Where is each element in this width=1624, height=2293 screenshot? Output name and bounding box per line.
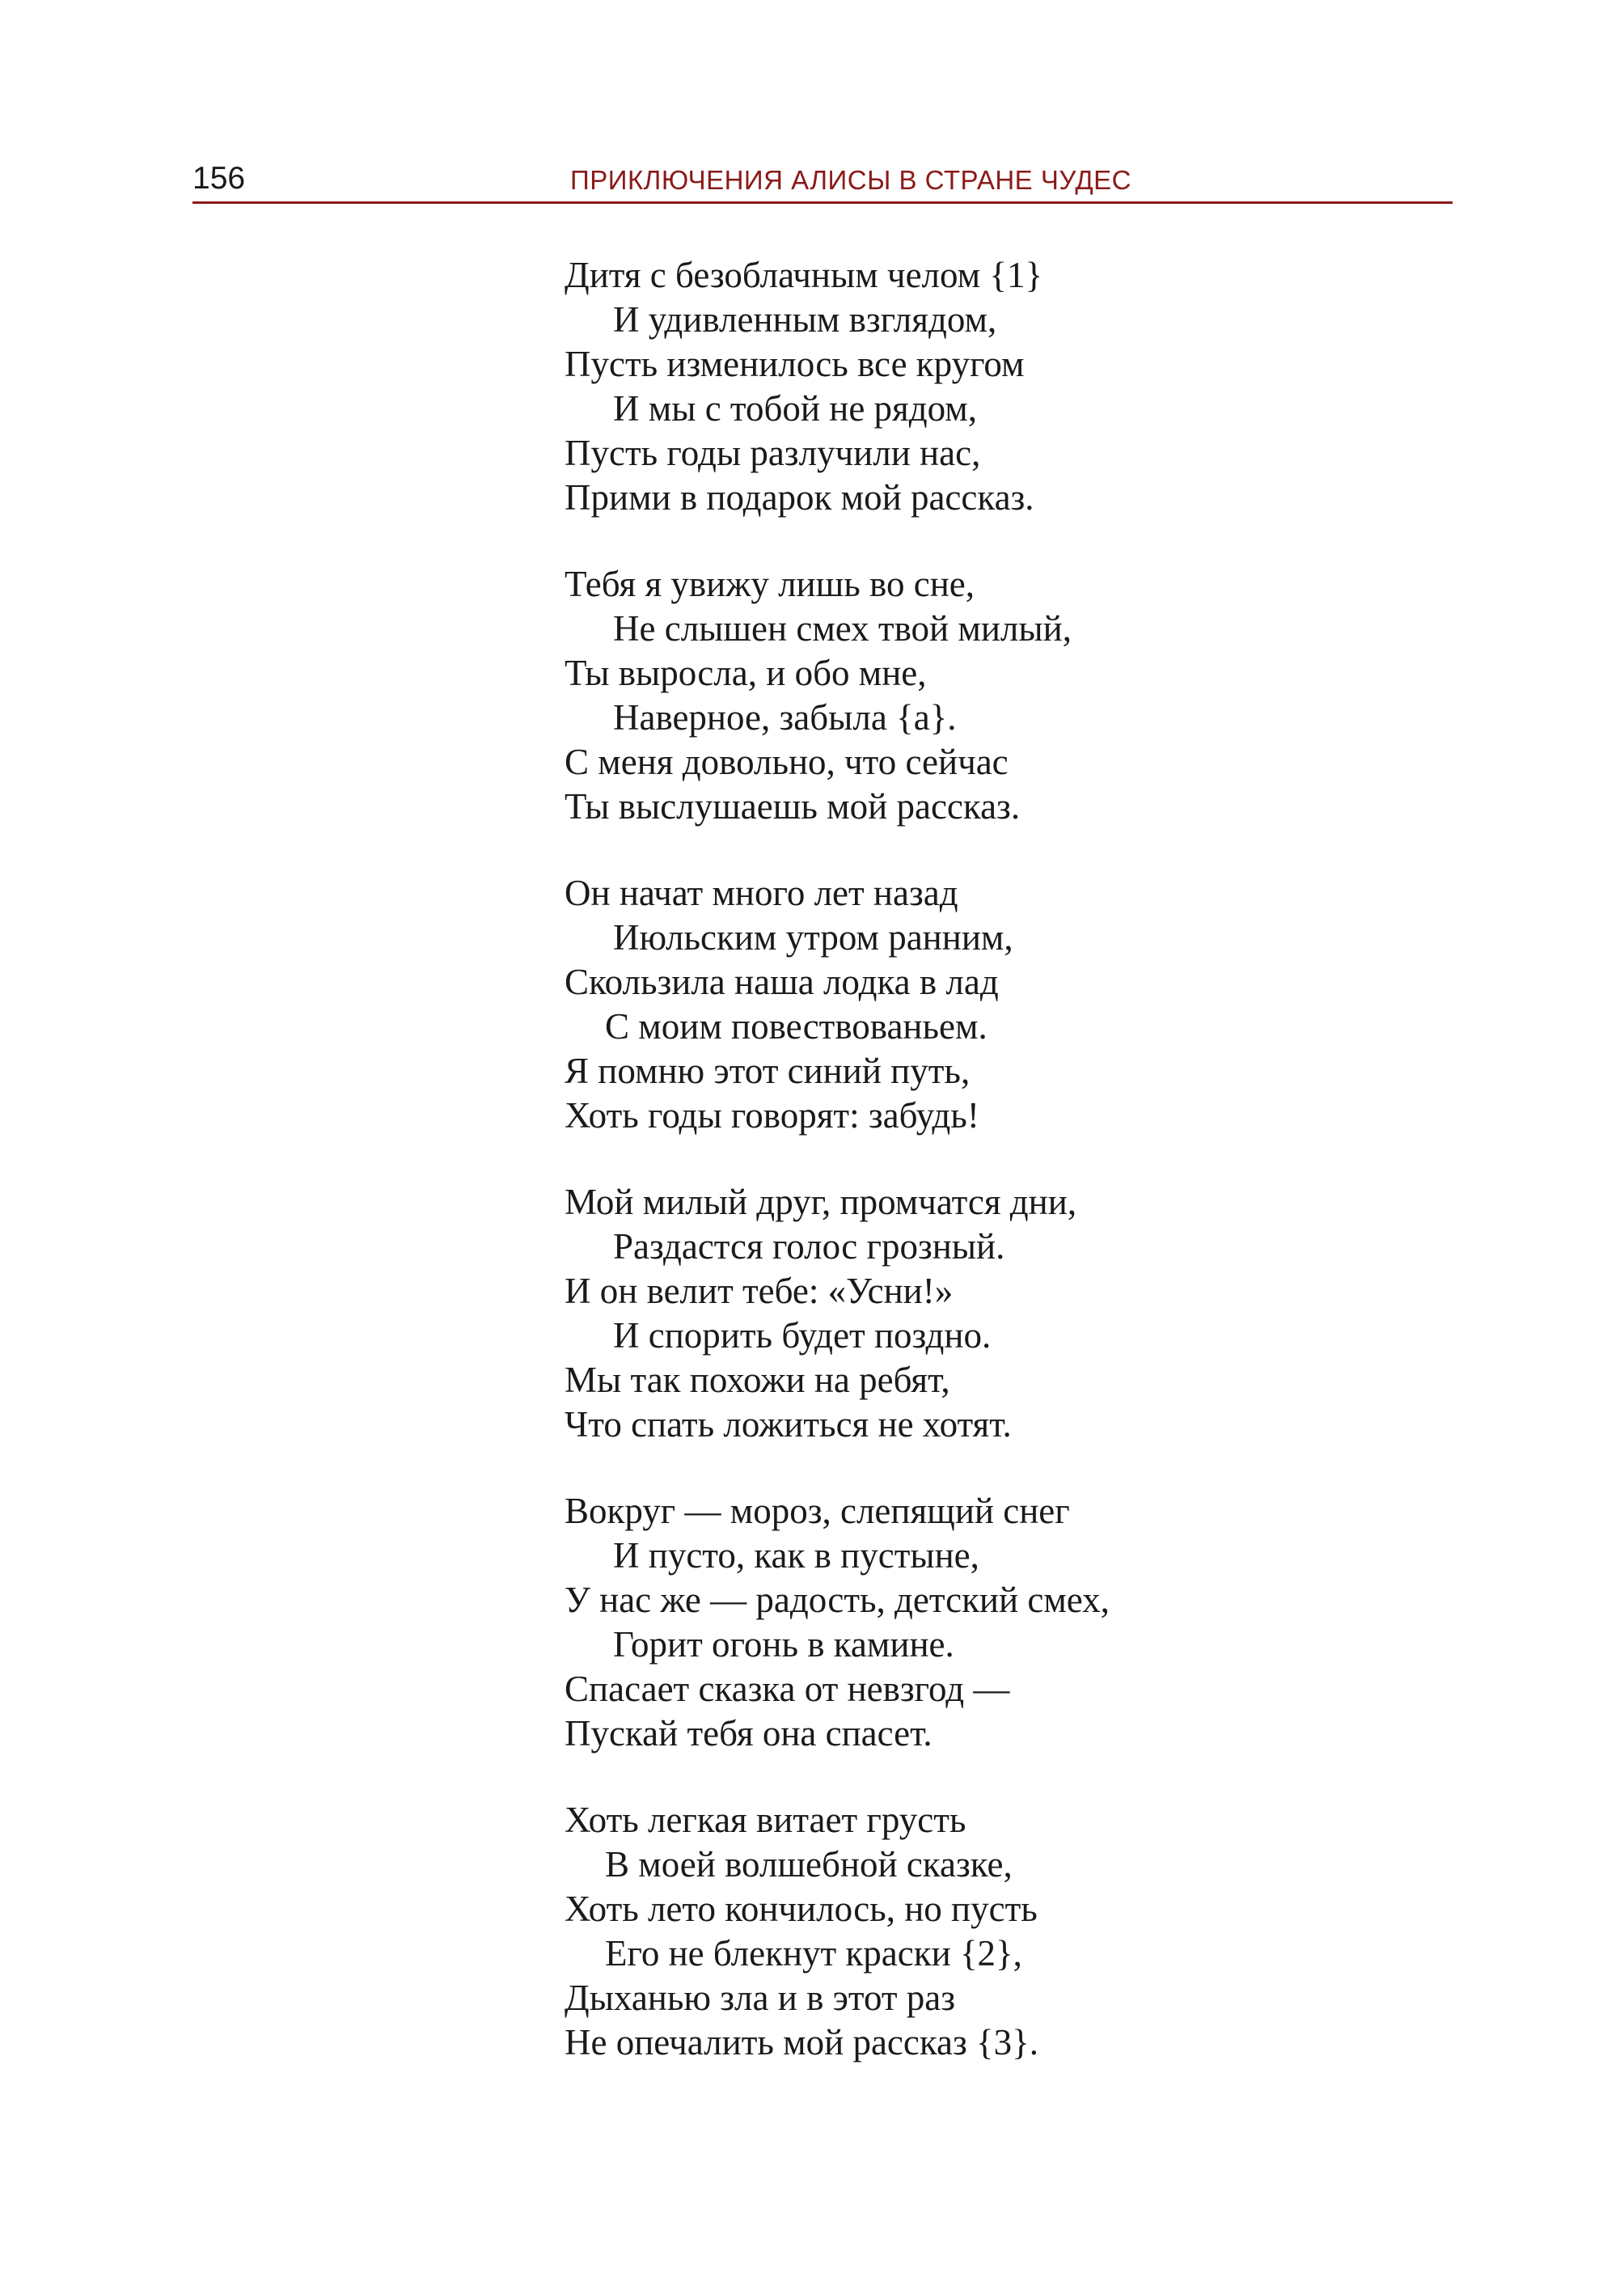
poem-line: Наверное, забыла {а}. — [613, 697, 957, 738]
page-number: 156 — [192, 161, 246, 196]
poem-line: С меня довольно, что сейчас — [565, 742, 1009, 782]
poem-line: Мой милый друг, промчатся дни, — [565, 1182, 1077, 1222]
poem-line: И пусто, как в пустыне, — [613, 1535, 979, 1576]
poem-line: И удивленным взглядом, — [613, 299, 997, 340]
poem-line: Мы так похожи на ребят, — [565, 1360, 950, 1400]
poem-line: И он велит тебе: «Усни!» — [565, 1271, 954, 1311]
stanza-3 — [565, 871, 1292, 1180]
poem-line: В моей волшебной сказке, — [605, 1844, 1013, 1885]
poem-line: Хоть лето кончилось, но пусть — [565, 1889, 1038, 1929]
poem-line: Пускай тебя она спасет. — [565, 1713, 933, 1754]
stanza-1 — [565, 253, 1292, 562]
poem-line: Вокруг — мороз, слепящий снег — [565, 1491, 1070, 1531]
stanza-2 — [565, 562, 1292, 871]
poem-line: Я помню этот синий путь, — [565, 1051, 971, 1091]
poem-line: Июльским утром ранним, — [613, 917, 1013, 958]
poem-line: Его не блекнут краски {2}, — [605, 1933, 1022, 1974]
stanza-4 — [565, 1180, 1292, 1489]
poem-line: Хоть легкая витает грусть — [565, 1800, 966, 1840]
poem-line: Ты выросла, и обо мне, — [565, 653, 927, 693]
poem-line: Пусть годы разлучили нас, — [565, 433, 981, 473]
poem-line: Прими в подарок мой рассказ. — [565, 477, 1034, 518]
poem-line: Хоть годы говорят: забудь! — [565, 1095, 979, 1136]
stanza-6 — [565, 1798, 1292, 2065]
poem-line: Спасает сказка от невзгод — — [565, 1669, 1010, 1709]
poem-line: Не опечалить мой рассказ {3}. — [565, 2022, 1038, 2062]
poem — [565, 253, 1292, 2065]
poem-line: Раздастся голос грозный. — [613, 1226, 1005, 1267]
poem-line: Дыханью зла и в этот раз — [565, 1978, 956, 2018]
poem-line: Пусть изменилось все кругом — [565, 344, 1025, 384]
poem-line: Ты выслушаешь мой рассказ. — [565, 786, 1021, 827]
poem-line: Он начат много лет назад — [565, 873, 958, 913]
poem-line: И спорить будет поздно. — [613, 1315, 992, 1356]
poem-line: Дитя с безоблачным челом {1} — [565, 255, 1043, 295]
running-title: ПРИКЛЮЧЕНИЯ АЛИСЫ В СТРАНЕ ЧУДЕС — [570, 165, 1132, 195]
poem-line: И мы с тобой не рядом, — [613, 388, 977, 429]
poem-line: У нас же — радость, детский смех, — [565, 1580, 1110, 1620]
poem-line: Тебя я увижу лишь во сне, — [565, 564, 975, 604]
poem-line: Не слышен смех твой милый, — [613, 608, 1072, 649]
header-divider — [192, 201, 1453, 204]
poem-line: Что спать ложиться не хотят. — [565, 1404, 1012, 1445]
poem-line: Горит огонь в камине. — [613, 1624, 954, 1665]
stanza-5 — [565, 1489, 1292, 1798]
poem-line: Скользила наша лодка в лад — [565, 962, 999, 1002]
poem-line: С моим повествованьем. — [605, 1006, 988, 1047]
